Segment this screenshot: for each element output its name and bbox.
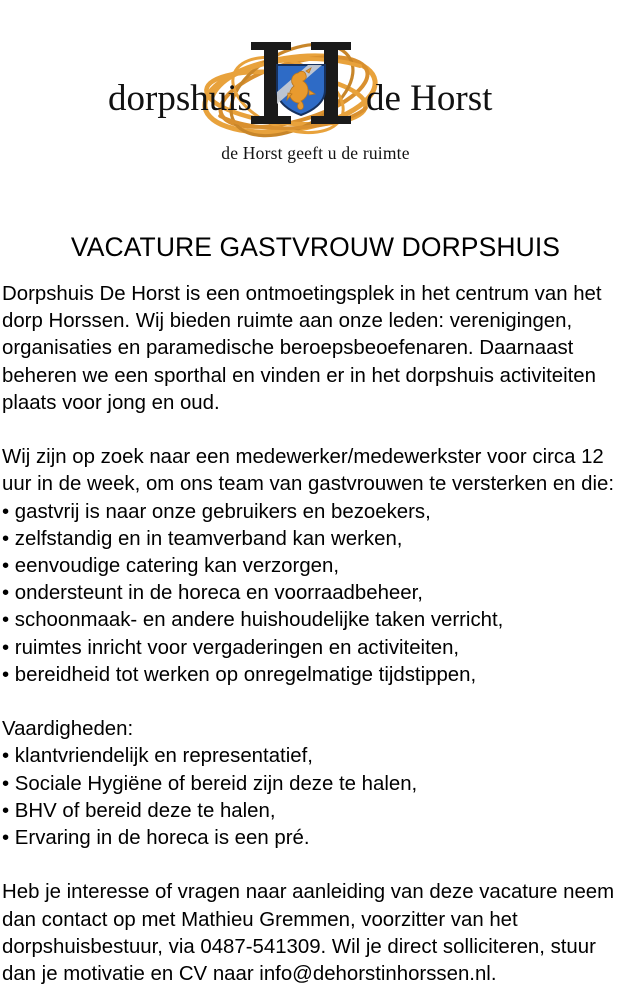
logo-tagline: de Horst geeft u de ruimte <box>221 143 410 163</box>
list-item: • ruimtes inricht voor vergaderingen en activiteiten, <box>2 636 460 659</box>
contact-paragraph: Heb je interesse of vragen naar aanleiding van deze vacature neem dan contact op met Mathieu Gremmen, voorzitter van het dorpshuisbestuur, via 0487-541309. Wil je direct solliciteren, stuur dan je motivatie en CV naar info@dehorstinhorssen.nl. <box>2 881 620 986</box>
skills-heading: Vaardigheden: <box>2 718 134 741</box>
logo-artwork <box>108 32 523 142</box>
organization-logo <box>0 0 631 178</box>
skills-list <box>2 743 631 852</box>
logo-word-left: dorpshuis <box>108 78 252 119</box>
list-item: • gastvrij is naar onze gebruikers en bezoekers, <box>2 500 431 523</box>
document-body <box>2 281 631 988</box>
list-item: • Ervaring in de horeca is een pré. <box>2 827 310 850</box>
list-item: • eenvoudige catering kan verzorgen, <box>2 555 340 578</box>
list-item: • ondersteunt in de horeca en voorraadbeheer, <box>2 582 423 605</box>
intro-paragraph: Dorpshuis De Horst is een ontmoetingsplek in het centrum van het dorp Horssen. Wij bieden ruimte aan onze leden: verenigingen, organisaties en paramedische beroepsbeoefenaren. Daarnaast beheren we een sporthal en vinden er in het dorpshuis activiteiten plaats voor jong en oud. <box>2 283 608 414</box>
section-spacer <box>2 689 631 716</box>
request-paragraph: Wij zijn op zoek naar een medewerker/medewerkster voor circa 12 uur in de week, om ons team van gastvrouwen te versterken en die: <box>2 446 615 496</box>
list-item: • zelfstandig en in teamverband kan werken, <box>2 527 403 550</box>
horssen-coat-of-arms-icon <box>277 65 325 115</box>
list-item: • BHV of bereid deze te halen, <box>2 799 276 822</box>
list-item: • klantvriendelijk en representatief, <box>2 745 313 768</box>
logo-word-right: de Horst <box>366 78 493 119</box>
logo-svg <box>108 32 523 142</box>
list-item: • schoonmaak- en andere huishoudelijke taken verricht, <box>2 609 504 632</box>
list-item: • Sociale Hygiëne of bereid zijn deze te halen, <box>2 772 418 795</box>
paragraph-spacer <box>2 417 631 444</box>
page-title: VACATURE GASTVROUW DORPSHUIS <box>70 232 561 262</box>
list-item: • bereidheid tot werken op onregelmatige tijdstippen, <box>2 663 477 686</box>
requirements-list <box>2 499 631 689</box>
contact-spacer <box>2 852 631 879</box>
